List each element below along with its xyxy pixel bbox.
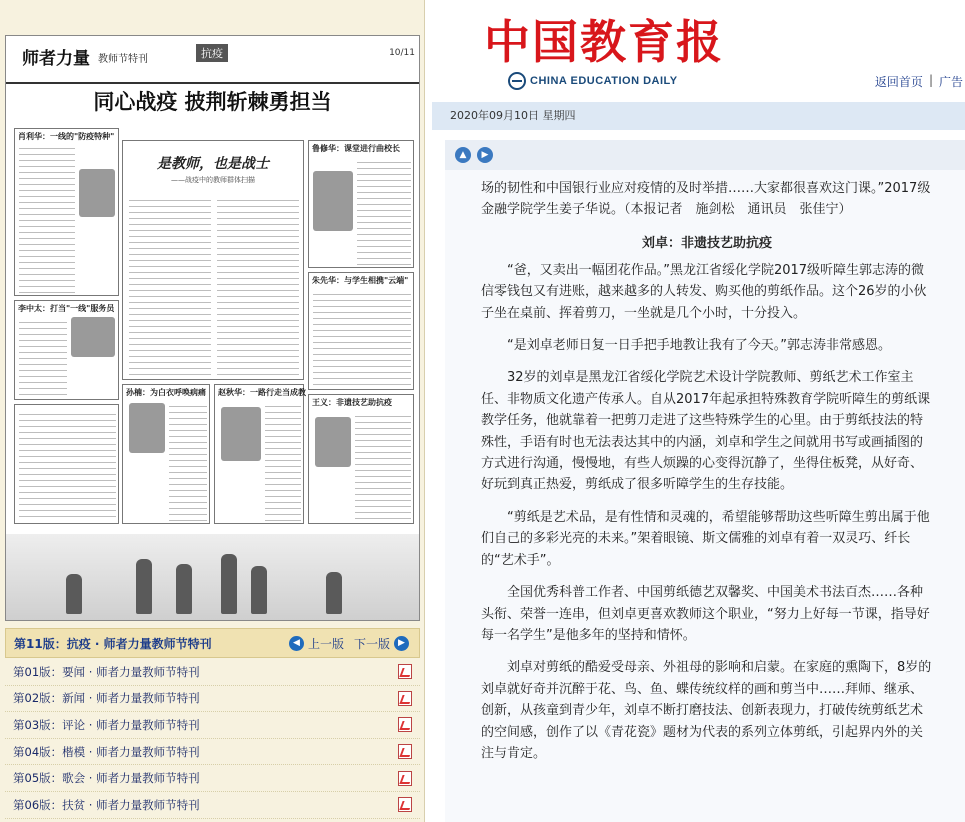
story-title: 鲁修华：课堂进行曲校长 [312, 144, 400, 153]
story-title: 肖利华：一线的"防疫特种" [18, 132, 115, 141]
article-heading: 刘卓：非遗技艺助抗疫 [641, 235, 772, 251]
figure-illustration [251, 566, 267, 614]
pdf-icon[interactable] [398, 744, 412, 759]
figure-illustration [136, 559, 152, 614]
pdf-icon[interactable] [398, 664, 412, 679]
arrow-right-icon: ▶ [394, 636, 409, 651]
story-box[interactable] [214, 384, 304, 524]
text-column [357, 157, 411, 265]
page-number: 10/11 [389, 48, 415, 58]
ad-link[interactable]: 广告 [938, 75, 963, 89]
portrait-photo [71, 317, 115, 357]
edition-nav-bar [5, 628, 420, 658]
story-title: 孙楠：为白衣呼唤病痛 [126, 388, 206, 397]
edition-link[interactable]: 第05版：歌会 · 师者力量教师节特刊 [13, 771, 200, 786]
edition-link[interactable]: 第04版：楷模 · 师者力量教师节特刊 [13, 744, 200, 759]
text-column [217, 195, 299, 375]
edition-link[interactable]: 第01版：要闻 · 师者力量教师节特刊 [13, 664, 200, 679]
edition-list-item[interactable] [5, 792, 420, 819]
text-column [313, 289, 411, 387]
story-title: 赵秋华：一路行走当成教 [218, 388, 306, 397]
pdf-icon[interactable] [398, 797, 412, 812]
logo-english: CHINA EDUCATION DAILY [530, 75, 678, 87]
top-links [875, 73, 963, 90]
portrait-photo [79, 169, 115, 217]
portrait-photo [313, 171, 353, 231]
logo-subtitle [508, 72, 678, 90]
arrow-left-icon: ◀ [289, 636, 304, 651]
figure-illustration [326, 572, 342, 614]
globe-icon [508, 72, 526, 90]
next-page-button[interactable] [354, 635, 409, 652]
next-page-label: 下一版 [353, 636, 390, 651]
edition-list-item[interactable] [5, 765, 420, 792]
up-arrow-icon[interactable]: ▲ [455, 147, 471, 163]
text-column [19, 317, 67, 397]
portrait-photo [221, 407, 261, 461]
story-title: 李中太：打当"一线"服务员 [18, 304, 115, 313]
text-column [129, 195, 211, 375]
page-headline: 同心战疫 披荆斩棘勇担当 [93, 89, 332, 114]
text-column [355, 411, 411, 521]
bottom-illustration [6, 534, 419, 620]
article-paragraph: “剪纸是艺术品，是有性情和灵魂的，希望能够帮助这些听障生剪出属于他们自己的多彩光亮的未来。”架着眼镜、斯文儒雅的刘卓有着一双灵巧、纤长的“艺术手”。 [481, 509, 930, 568]
home-link[interactable]: 返回首页 [874, 75, 923, 89]
figure-illustration [176, 564, 192, 614]
section-tag: 抗疫 [196, 44, 228, 62]
article-toolbar [445, 140, 965, 170]
edition-link[interactable]: 第02版：新闻 · 师者力量教师节特刊 [13, 691, 200, 706]
edition-link[interactable]: 第06版：扶贫 · 师者力量教师节特刊 [13, 797, 200, 812]
current-edition-label: 第11版：抗疫 · 师者力量教师节特刊 [14, 636, 212, 651]
text-column [19, 143, 75, 293]
portrait-photo [129, 403, 165, 453]
edition-list-item[interactable] [5, 739, 420, 766]
story-box[interactable] [308, 140, 414, 268]
story-box[interactable] [14, 404, 119, 524]
article-paragraph: 全国优秀科普工作者、中国剪纸德艺双馨奖、中国美术书法百杰……各种头衔、荣誉一连串，但刘卓更喜欢教师这个职业，“努力上好每一节课，指导好每一名学生”是他多年的坚持和情怀。 [481, 585, 930, 643]
date-bar: 2020年09月10日 星期四 [432, 102, 965, 130]
section-subtitle: 教师节特刊 [98, 54, 148, 65]
edition-list-item[interactable] [5, 712, 420, 739]
text-column [265, 401, 301, 521]
link-separator: | [928, 73, 933, 87]
feature-title: 是教师，也是战士 [157, 156, 269, 172]
pdf-icon[interactable] [398, 771, 412, 786]
article-paragraph: 32岁的刘卓是黑龙江省绥化学院艺术设计学院教师、剪纸艺术工作室主任、非物质文化遗产传承人。自从2017年起承担特殊教育学院听障生的剪纸课教学任务，他就靠着一把剪刀走进了这些特殊学生的心里。由于剪纸技法的特殊性，手语有时也无法表达其中的内涵，刘卓和学生之间就用书写或画插图的方式进行沟通，慢慢地，有些人烦躁的心变得沉静了，坐得住板凳，从好奇、好玩到真正热爱，剪纸成了很多听障学生的生存技能。 [481, 370, 931, 493]
edition-list-item[interactable] [5, 659, 420, 686]
article-paragraph: 场的韧性和中国银行业应对疫情的及时举措……大家都很喜欢这门课。”2017级金融学院学生姜子华说。（本报记者 施剑松 通讯员 张佳宁） [481, 181, 931, 218]
masthead [430, 0, 965, 100]
site-logo[interactable]: 中国教育报 [484, 15, 724, 69]
story-title: 王义：非遗技艺助抗疫 [312, 398, 392, 407]
prev-page-button[interactable] [289, 635, 344, 652]
story-box[interactable] [308, 394, 414, 524]
figure-illustration [221, 554, 237, 614]
edition-list-item[interactable] [5, 686, 420, 713]
prev-page-label: 上一版 [307, 636, 344, 651]
story-title: 朱先华：与学生相携"云端" [312, 276, 409, 285]
story-box[interactable] [14, 128, 119, 296]
feature-subtitle: ——战疫中的教师群体扫描 [171, 176, 255, 184]
pdf-icon[interactable] [398, 717, 412, 732]
pdf-icon[interactable] [398, 691, 412, 706]
newspaper-pane [0, 0, 425, 822]
edition-list [5, 664, 420, 822]
portrait-photo [315, 417, 351, 467]
article-paragraph: 刘卓对剪纸的酷爱受母亲、外祖母的影响和启蒙。在家庭的熏陶下，8岁的刘卓就好奇并沉醉于花、鸟、鱼、蝶传统纹样的画和剪当中……拜师、继承、创新，从孩童到青少年，刘卓不断打磨技法、创新表现力，打破传统剪纸艺术的空间感，创作了以《青花瓷》题材为代表的系列立体剪纸，引起界内外的关注与肯定。 [481, 660, 932, 761]
article-paragraph: “是刘卓老师日复一日手把手地教让我有了今天。”郭志涛非常感恩。 [507, 338, 891, 354]
story-box[interactable] [14, 300, 119, 400]
story-box[interactable] [308, 272, 414, 390]
figure-illustration [66, 574, 82, 614]
newspaper-page-image[interactable] [5, 35, 420, 621]
article-paragraph: “爸，又卖出一幅团花作品。”黑龙江省绥化学院2017级听障生郭志涛的微信零钱包又有进账，越来越多的人转发、购买他的剪纸作品。这个26岁的小伙子坐在桌前、挥着剪刀，一坐就是几个小时，十分投入。 [481, 262, 927, 321]
text-column [169, 401, 207, 521]
feature-story-box[interactable] [122, 140, 304, 380]
article-body [445, 170, 965, 822]
edition-link[interactable]: 第03版：评论 · 师者力量教师节特刊 [13, 717, 200, 732]
paper-header [6, 36, 419, 84]
text-column [19, 409, 116, 521]
section-name: 师者力量 [22, 49, 90, 69]
story-box[interactable] [122, 384, 210, 524]
next-arrow-icon[interactable]: ▶ [477, 147, 493, 163]
